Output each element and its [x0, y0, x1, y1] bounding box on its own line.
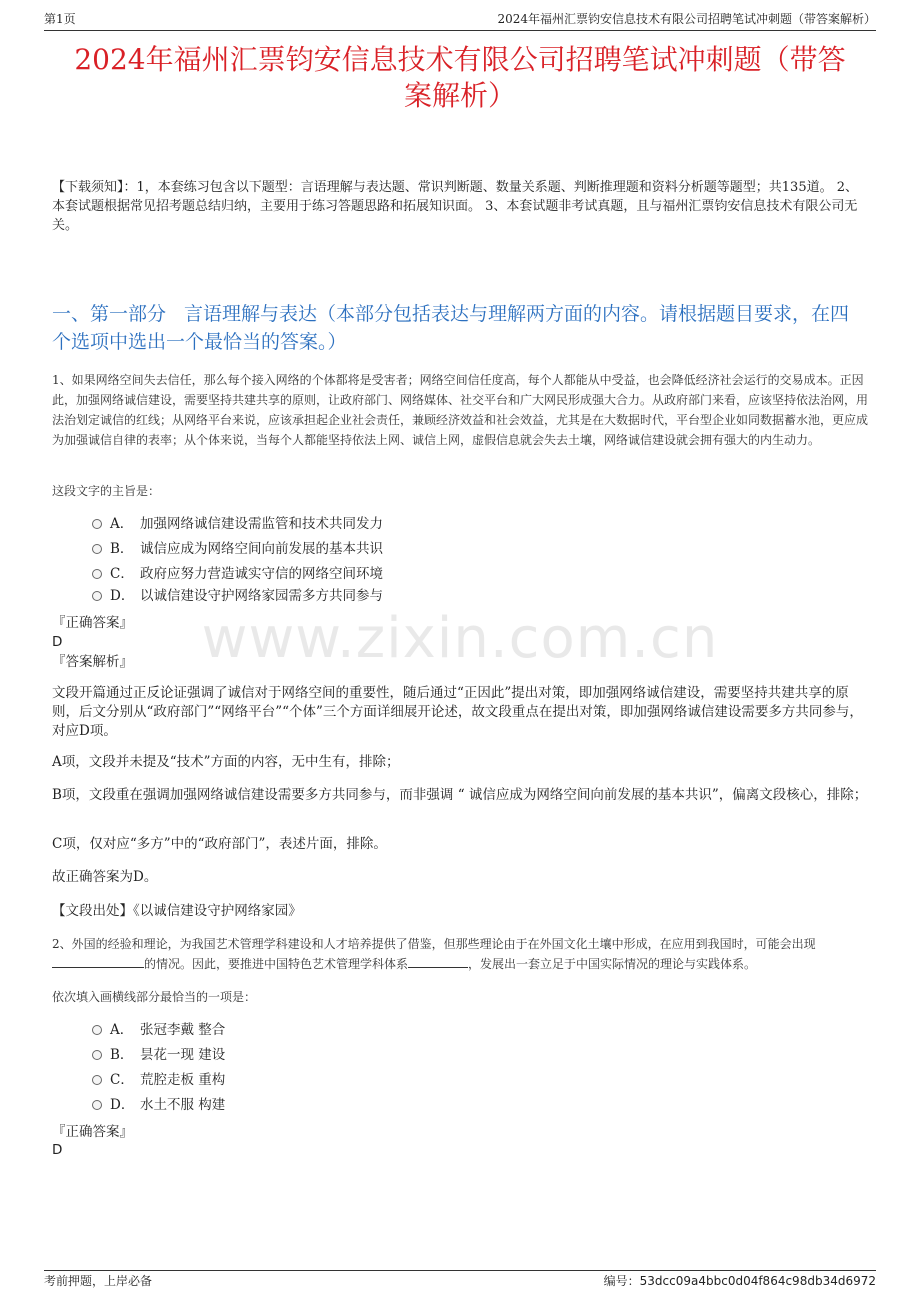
radio-icon[interactable]	[92, 519, 102, 529]
q1-option-d[interactable]: D． 以诚信建设守护网络家园需多方共同参与	[92, 586, 383, 606]
title-line-2: 案解析）	[403, 79, 516, 112]
radio-icon[interactable]	[92, 1050, 102, 1060]
radio-icon[interactable]	[92, 1025, 102, 1035]
q1-analysis-a: A项，文段并未提及“技术”方面的内容，无中生有，排除；	[52, 754, 400, 770]
q1-answer-value: D	[52, 634, 63, 650]
q1-answer-label: 『正确答案』	[52, 615, 133, 631]
blank-2	[408, 956, 468, 968]
q1-analysis-label: 『答案解析』	[52, 654, 133, 670]
radio-icon[interactable]	[92, 544, 102, 554]
page-header	[44, 10, 876, 31]
header-doc-title: 2024年福州汇票钧安信息技术有限公司招聘笔试冲刺题（带答案解析）	[497, 12, 876, 26]
question-2-prompt: 依次填入画横线部分最恰当的一项是：	[52, 990, 257, 1004]
q2-option-a[interactable]: A． 张冠李戴 整合	[92, 1020, 225, 1040]
q2-answer-label: 『正确答案』	[52, 1124, 133, 1140]
download-notice: 【下载须知】：1，本套练习包含以下题型：言语理解与表达题、常识判断题、数量关系题、判断推理题和资料分析题等题型；共135道。 2、本套试题根据常见招考题总结归纳，主要用于练习答题思路和拓展知识面。 3、本套试题非考试真题，且与福州汇票钧安信息技术有限公司无关。	[52, 180, 858, 233]
section-text: 言语理解与表达（本部分包括表达与理解两方面的内容。请根据题目要求，在四个选项中选出一个最恰当的答案。）	[52, 303, 850, 353]
footer-slogan: 考前押题，上岸必备	[44, 1274, 153, 1288]
q1-analysis-conclusion: 故正确答案为D。	[52, 869, 158, 885]
footer-serial: 编号：53dcc09a4bbc0d04f864c98db34d6972	[603, 1274, 876, 1288]
blank-1	[52, 956, 144, 968]
q2-option-b[interactable]: B． 昙花一现 建设	[92, 1045, 225, 1065]
page-footer	[44, 1270, 876, 1291]
page-title	[52, 42, 868, 114]
header-page-number: 第1页	[44, 12, 76, 26]
q1-option-b[interactable]: B． 诚信应成为网络空间向前发展的基本共识	[92, 539, 383, 559]
radio-icon[interactable]	[92, 1100, 102, 1110]
q1-option-c[interactable]: C． 政府应努力营造诚实守信的网络空间环境	[92, 564, 383, 584]
question-2-text: 2、外国的经验和理论，为我国艺术管理学科建设和人才培养提供了借鉴，但那些理论由于在外国文化土壤中形成，在应用到我国时，可能会出现的情况。因此，要推进中国特色艺术管理学科体系 ，发展出一套立足于中国实际情况的理论与实践体系。	[52, 937, 816, 971]
question-1-text: 1、如果网络空间失去信任，那么每个接入网络的个体都将是受害者；网络空间信任度高，每个人都能从中受益，也会降低经济社会运行的交易成本。正因此，加强网络诚信建设，需要坚持共建共享的原则，让政府部门、网络媒体、社交平台和广大网民形成强大合力。从政府部门来看，应该坚持依法治网，用法治划定诚信的红线；从网络平台来说，应该承担起企业社会责任，兼顾经济效益和社会效益，尤其是在大数据时代，平台型企业如同数据蓄水池，更应成为加强诚信自律的表率；从个体来说，当每个人都能坚持依法上网、诚信上网，虚假信息就会失去土壤，网络诚信建设就会拥有强大的内生动力。	[52, 373, 869, 447]
q1-analysis-b: B项，文段重在强调加强网络诚信建设需要多方共同参与，而非强调 “ 诚信应成为网络空间向前发展的基本共识”，偏离文段核心，排除；	[52, 787, 868, 803]
q1-source: 【文段出处】《以诚信建设守护网络家园》	[52, 903, 302, 919]
radio-icon[interactable]	[92, 1075, 102, 1085]
title-line-1: 2024年福州汇票钧安信息技术有限公司招聘笔试冲刺题（带答	[74, 43, 846, 76]
watermark: www.zixin.com.cn	[201, 606, 719, 671]
section-heading	[52, 300, 868, 356]
q2-answer-value: D	[52, 1142, 63, 1158]
q2-option-c[interactable]: C． 荒腔走板 重构	[92, 1070, 225, 1090]
section-label: 一、第一部分	[52, 303, 167, 325]
radio-icon[interactable]	[92, 591, 102, 601]
q1-option-a[interactable]: A． 加强网络诚信建设需监管和技术共同发力	[92, 514, 383, 534]
radio-icon[interactable]	[92, 569, 102, 579]
question-1-prompt: 这段文字的主旨是：	[52, 484, 161, 498]
q1-analysis-main: 文段开篇通过正反论证强调了诚信对于网络空间的重要性，随后通过“正因此”提出对策，即加强网络诚信建设，需要坚持共建共享的原则，后文分别从“政府部门”“网络平台”“个体”三个方面详细展开论述，故文段重点在提出对策，即加强网络诚信建设需要多方共同参与，对应D项。	[52, 685, 863, 739]
q2-option-d[interactable]: D． 水土不服 构建	[92, 1095, 225, 1115]
q1-analysis-c: C项，仅对应“多方”中的“政府部门”，表述片面，排除。	[52, 836, 387, 852]
